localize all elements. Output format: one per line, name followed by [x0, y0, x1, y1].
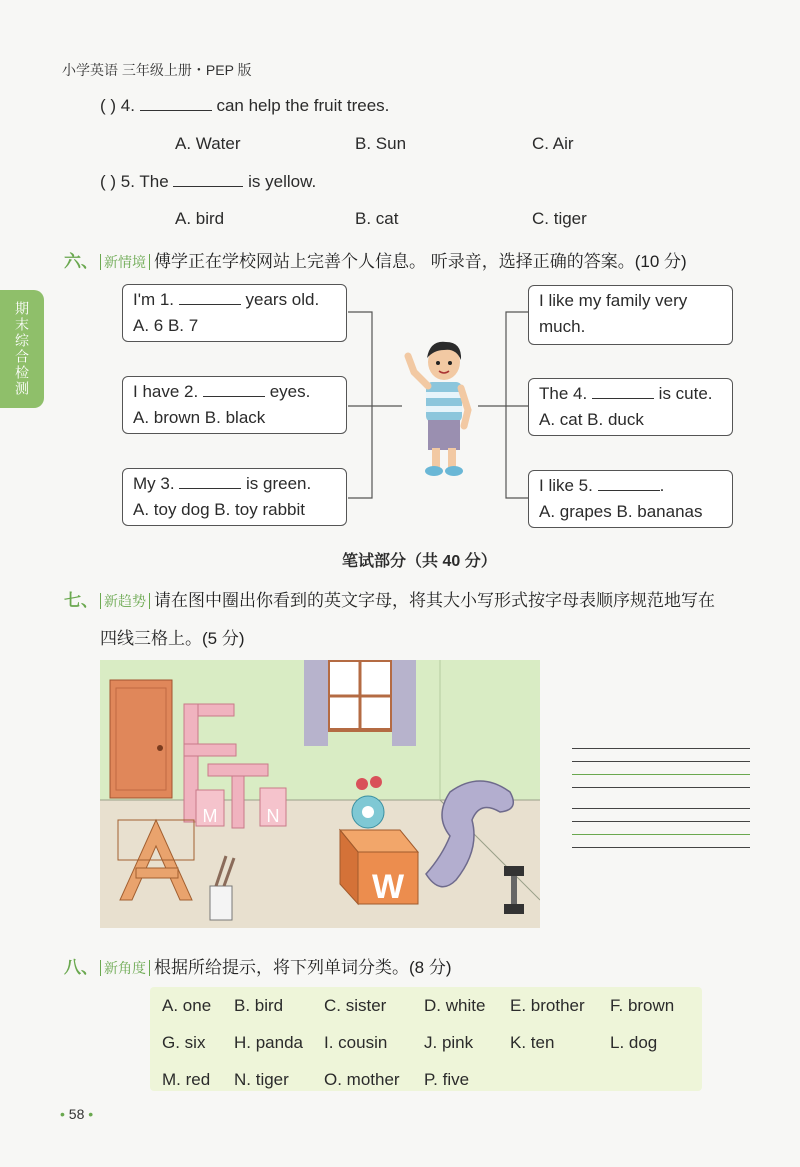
page-number-text: 58 — [68, 1106, 85, 1122]
section-6-title — [64, 247, 687, 272]
box-text: I like 5. — [539, 476, 593, 495]
q5-option-a[interactable]: A. bird — [175, 209, 225, 228]
written-part-title: 笔试部分（共 40 分） — [342, 553, 497, 570]
answer-blank — [179, 475, 241, 489]
page-header: 小学英语 三年级上册・PEP 版 — [62, 62, 252, 78]
answer-blank — [173, 173, 243, 187]
side-tab: 期末综合检测 — [0, 290, 44, 408]
box-text: The 4. — [539, 384, 588, 403]
room-illustration — [100, 660, 540, 928]
word-item: B. bird — [234, 996, 284, 1015]
question-number: 5. The — [120, 172, 169, 191]
word-item: O. mother — [324, 1070, 400, 1089]
section-instruction: 请在图中圈出你看到的英文字母，将其大小写形式按字母表顺序规范地写在 — [154, 591, 715, 610]
box-text: My 3. — [133, 474, 175, 493]
q4-option-c[interactable]: C. Air — [532, 134, 574, 153]
info-box-6 — [528, 470, 733, 528]
q5-option-b[interactable]: B. cat — [355, 209, 399, 228]
box-text: is cute. — [658, 384, 713, 403]
page-number: • 58 • — [60, 1106, 94, 1122]
box-text: eyes. — [269, 382, 311, 401]
question-4 — [100, 96, 389, 116]
box-text: I'm 1. — [133, 290, 175, 309]
svg-text:N: N — [266, 806, 280, 826]
question-5 — [100, 172, 316, 192]
info-box-1 — [122, 284, 347, 342]
word-item: K. ten — [510, 1033, 555, 1052]
answer-blank — [592, 385, 654, 399]
section-tag: 新情境 — [100, 254, 150, 270]
info-box-2 — [122, 376, 347, 434]
word-item: A. one — [162, 996, 212, 1015]
section-tag: 新角度 — [100, 960, 150, 976]
box-options[interactable]: A. brown B. black — [133, 408, 266, 427]
word-item: G. six — [162, 1033, 206, 1052]
answer-paren[interactable]: ( ) — [100, 172, 117, 191]
word-item: E. brother — [510, 996, 585, 1015]
box-text: I have 2. — [133, 382, 199, 401]
section-7-instruction-2: 四线三格上。(5 分) — [100, 629, 245, 648]
box-text: years old. — [245, 290, 320, 309]
q5-option-c[interactable]: C. tiger — [532, 209, 587, 228]
word-item: L. dog — [610, 1033, 658, 1052]
word-item: P. five — [424, 1070, 470, 1089]
box-options[interactable]: A. grapes B. bananas — [539, 502, 703, 521]
word-item: M. red — [162, 1070, 211, 1089]
answer-blank — [140, 97, 212, 111]
section-tag: 新趋势 — [100, 593, 150, 609]
svg-text:M: M — [202, 806, 218, 826]
box-options[interactable]: A. 6 B. 7 — [133, 316, 199, 335]
writing-line — [572, 821, 750, 822]
section-instruction: 傅学正在学校网站上完善个人信息。 听录音，选择正确的答案。(10 分) — [154, 252, 687, 271]
boy-illustration-icon — [398, 336, 478, 482]
question-number: 4. — [120, 96, 135, 115]
box-options[interactable]: A. toy dog B. toy rabbit — [133, 500, 305, 519]
section-8-title — [64, 953, 452, 978]
section-number: 六、 — [64, 252, 98, 271]
box-text: is green. — [246, 474, 312, 493]
writing-line — [572, 808, 750, 809]
word-item: D. white — [424, 996, 486, 1015]
word-item: J. pink — [424, 1033, 474, 1052]
section-instruction: 根据所给提示，将下列单词分类。(8 分) — [154, 958, 452, 977]
box-text: . — [659, 476, 665, 495]
answer-paren[interactable]: ( ) — [100, 96, 117, 115]
word-item: H. panda — [234, 1033, 303, 1052]
section-7-title — [64, 586, 715, 611]
question-text: can help the fruit trees. — [216, 96, 390, 115]
word-item: I. cousin — [324, 1033, 388, 1052]
section-number: 七、 — [64, 591, 98, 610]
box-text: I like my family very — [539, 291, 688, 310]
word-item: N. tiger — [234, 1070, 289, 1089]
info-box-3 — [122, 468, 347, 526]
writing-line — [572, 761, 750, 762]
word-item: C. sister — [324, 996, 387, 1015]
q4-option-a[interactable]: A. Water — [175, 134, 241, 153]
question-text: is yellow. — [248, 172, 317, 191]
answer-blank — [179, 291, 241, 305]
box-text: much. — [539, 317, 586, 336]
writing-line — [572, 787, 750, 788]
box-options[interactable]: A. cat B. duck — [539, 410, 644, 429]
writing-line — [572, 847, 750, 848]
info-box-5 — [528, 378, 733, 436]
writing-line — [572, 834, 750, 835]
word-item: F. brown — [610, 996, 675, 1015]
info-box-4 — [528, 285, 733, 345]
answer-blank — [598, 477, 660, 491]
answer-blank — [203, 383, 265, 397]
section-number: 八、 — [64, 958, 98, 977]
writing-line — [572, 748, 750, 749]
q4-option-b[interactable]: B. Sun — [355, 134, 407, 153]
writing-line — [572, 774, 750, 775]
svg-text:W: W — [371, 868, 405, 906]
